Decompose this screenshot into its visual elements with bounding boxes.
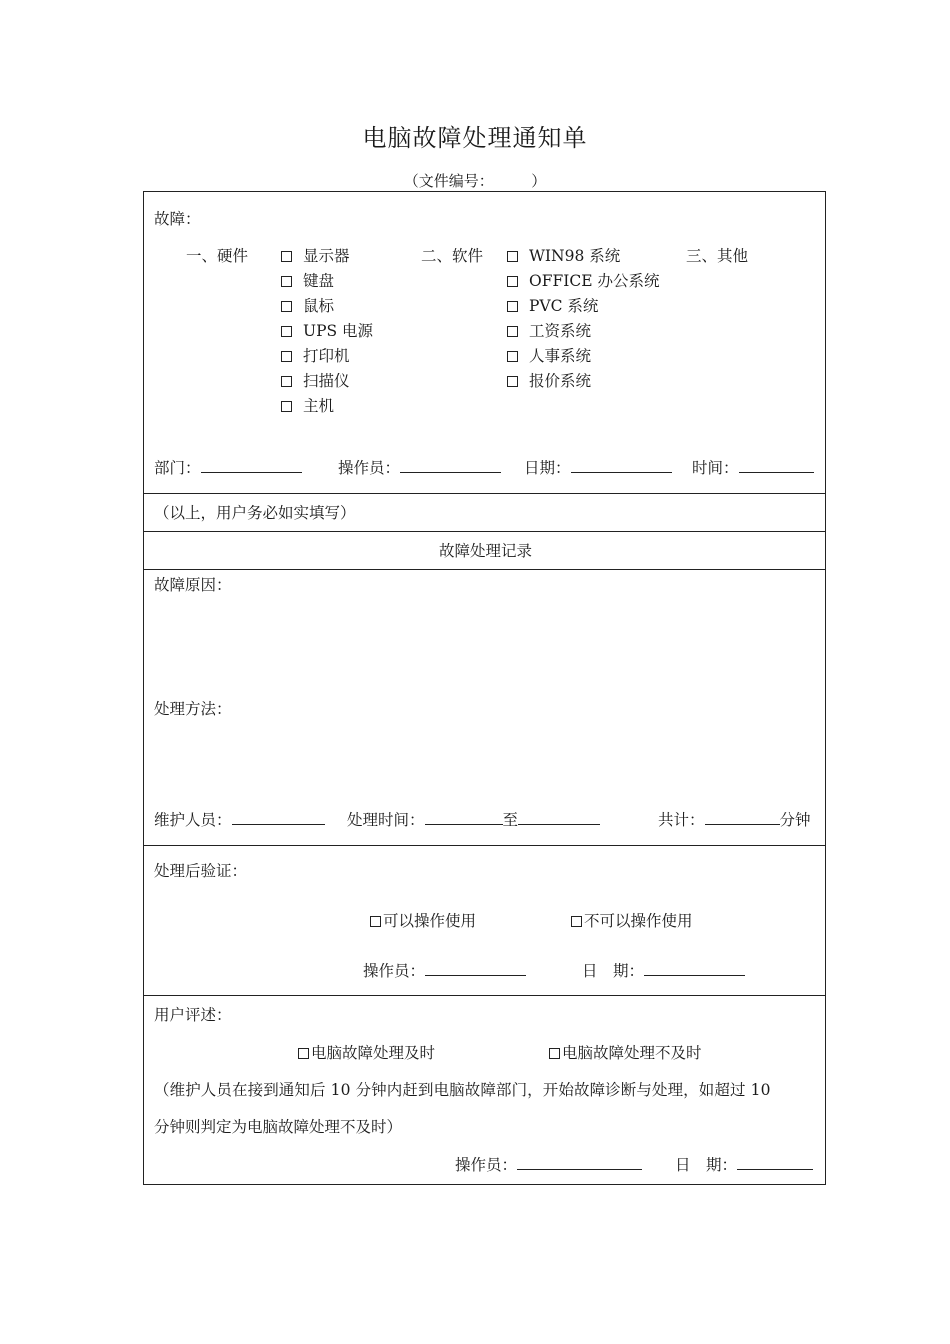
time-field: 时间： xyxy=(692,458,814,478)
hardware-option[interactable]: 打印机 xyxy=(281,346,373,371)
verify-operator-field: 操作员： xyxy=(363,961,526,981)
software-option[interactable]: 工资系统 xyxy=(507,321,659,346)
checkbox[interactable] xyxy=(507,351,518,362)
end-time-input[interactable] xyxy=(518,810,600,825)
staff-field: 维护人员： xyxy=(154,810,325,830)
review-date-input[interactable] xyxy=(737,1155,813,1170)
verify-label: 处理后验证： xyxy=(154,862,248,880)
other-heading: 三、其他 xyxy=(686,247,749,265)
department-field: 部门： xyxy=(154,458,302,478)
hardware-option[interactable]: 键盘 xyxy=(281,271,373,296)
hardware-option[interactable]: 扫描仪 xyxy=(281,371,373,396)
software-option[interactable]: PVC 系统 xyxy=(507,296,659,321)
verify-operator-input[interactable] xyxy=(425,961,526,976)
checkbox[interactable] xyxy=(281,401,292,412)
process-time-field: 处理时间： 至 xyxy=(347,810,600,830)
divider xyxy=(144,531,825,532)
software-option[interactable]: WIN98 系统 xyxy=(507,246,659,271)
checkbox[interactable] xyxy=(507,251,518,262)
department-input[interactable] xyxy=(201,458,302,473)
operator-field: 操作员： xyxy=(338,458,501,478)
software-list xyxy=(507,246,659,396)
date-field: 日期： xyxy=(524,458,672,478)
checkbox[interactable] xyxy=(281,251,292,262)
method-label: 处理方法： xyxy=(154,700,232,718)
review-label: 用户评述： xyxy=(154,1006,232,1024)
checkbox[interactable] xyxy=(507,376,518,387)
checkbox[interactable] xyxy=(281,351,292,362)
hardware-option[interactable]: 主机 xyxy=(281,396,373,421)
checkbox[interactable] xyxy=(281,376,292,387)
fault-label: 故障： xyxy=(154,210,201,228)
divider xyxy=(144,995,825,996)
total-field: 共计： 分钟 xyxy=(658,811,811,829)
staff-input[interactable] xyxy=(232,810,325,825)
software-option[interactable]: 人事系统 xyxy=(507,346,659,371)
review-option-late[interactable]: 电脑故障处理不及时 xyxy=(549,1043,702,1063)
software-option[interactable]: 报价系统 xyxy=(507,371,659,396)
user-fill-note: （以上，用户务必如实填写） xyxy=(154,504,356,522)
hardware-option[interactable]: 鼠标 xyxy=(281,296,373,321)
divider xyxy=(144,569,825,570)
checkbox[interactable] xyxy=(298,1048,309,1059)
start-time-input[interactable] xyxy=(425,810,503,825)
fault-cause-label: 故障原因： xyxy=(154,576,232,594)
software-heading: 二、软件 xyxy=(421,247,484,265)
verify-option-ok[interactable]: 可以操作使用 xyxy=(370,911,476,931)
checkbox[interactable] xyxy=(281,276,292,287)
review-option-timely[interactable]: 电脑故障处理及时 xyxy=(298,1043,435,1063)
hardware-option[interactable]: UPS 电源 xyxy=(281,321,373,346)
verify-date-input[interactable] xyxy=(644,961,745,976)
page-title: 电脑故障处理通知单 xyxy=(362,124,588,152)
software-option[interactable]: OFFICE 办公系统 xyxy=(507,271,659,296)
checkbox[interactable] xyxy=(507,326,518,337)
document-number: （文件编号： ） xyxy=(403,172,547,190)
divider xyxy=(144,845,825,846)
total-input[interactable] xyxy=(705,810,780,825)
checkbox[interactable] xyxy=(281,301,292,312)
hardware-heading: 一、硬件 xyxy=(186,247,249,265)
checkbox[interactable] xyxy=(370,916,381,927)
verify-option-not-ok[interactable]: 不可以操作使用 xyxy=(571,911,693,931)
review-operator-input[interactable] xyxy=(517,1155,642,1170)
review-operator-field: 操作员： xyxy=(455,1155,642,1175)
review-note-line-1: （维护人员在接到通知后 10 分钟内赶到电脑故障部门，开始故障诊断与处理，如超过 10 xyxy=(154,1081,771,1099)
fault-form xyxy=(143,191,826,1185)
checkbox[interactable] xyxy=(507,276,518,287)
operator-input[interactable] xyxy=(400,458,501,473)
checkbox[interactable] xyxy=(549,1048,560,1059)
date-input[interactable] xyxy=(571,458,672,473)
hardware-list xyxy=(281,246,373,421)
review-date-field: 日 期： xyxy=(675,1155,813,1175)
checkbox[interactable] xyxy=(507,301,518,312)
checkbox[interactable] xyxy=(281,326,292,337)
divider xyxy=(144,493,825,494)
hardware-option[interactable]: 显示器 xyxy=(281,246,373,271)
time-input[interactable] xyxy=(739,458,814,473)
review-note-line-2: 分钟则判定为电脑故障处理不及时） xyxy=(154,1118,403,1136)
record-heading: 故障处理记录 xyxy=(438,542,532,560)
checkbox[interactable] xyxy=(571,916,582,927)
verify-date-field: 日 期： xyxy=(582,961,745,981)
